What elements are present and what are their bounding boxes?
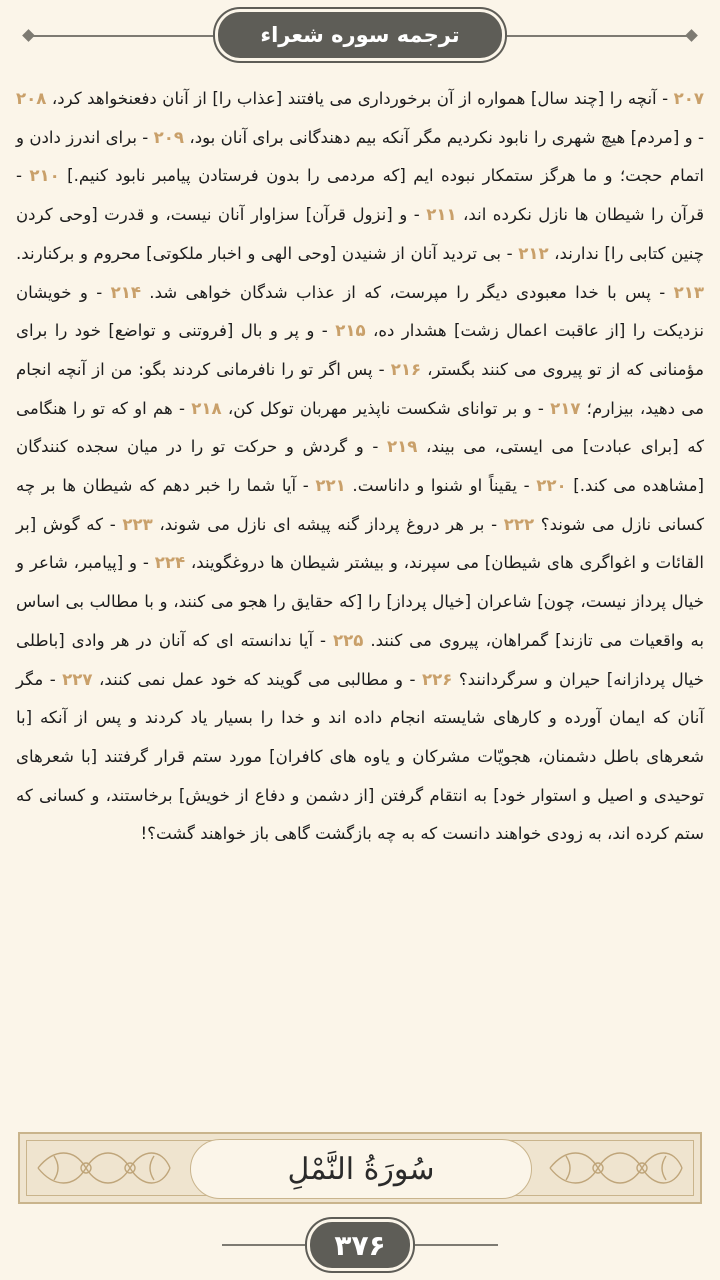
translation-text bbox=[16, 80, 704, 1115]
verse-number: ۲۱۵ bbox=[335, 321, 366, 341]
verse-number: ۲۱۸ bbox=[191, 398, 222, 418]
surah-name-cartouche bbox=[190, 1139, 532, 1199]
verse-number: ۲۱۴ bbox=[110, 282, 141, 302]
verse-number: ۲۱۶ bbox=[390, 359, 422, 379]
arabesque-ornament-left bbox=[34, 1144, 174, 1192]
verse-text: - و پر و بال [فروتنی و تواضع] خود را برای مؤمنانی که از تو پیروی می کنند بگستر، bbox=[16, 321, 704, 379]
verse-text: - پس با خدا معبودی دیگر را مپرست، که از عذاب شدگان خواهی شد. bbox=[140, 282, 674, 302]
header-plate bbox=[218, 12, 502, 58]
surah-name: سُورَةُ النَّمْلِ bbox=[287, 1151, 435, 1187]
verse-text: - که گوش [بر القائات و اغواگری های شیطان] می سپرند، و بیشتر شیطان ها دروغگویند، bbox=[16, 514, 705, 573]
verse-number: ۲۲۴ bbox=[154, 553, 186, 573]
verse-text: - هم او که تو را هنگامی که [برای عبادت] می ایستی، می بیند، bbox=[16, 398, 704, 457]
verse-text: - بی تردید آنان از شنیدن [وحی الهی و اخبار ملکوتی] محروم و برکنارند. bbox=[16, 243, 519, 263]
verse-number: ۲۲۱ bbox=[315, 476, 346, 496]
verse-text: - و گردش و حرکت تو را در میان سجده کنندگان [مشاهده می کند.] bbox=[16, 437, 704, 496]
verse-text: - مگر آنان که ایمان آورده و کارهای شایسته انجام داده اند و خدا را بسیار یاد کردند و پس از آنکه [با شعرهای باطل دشمنان، هجویّات مشرکان و یاوه های کافران] مورد ستم قرار گرفتند [با شعرهای توحیدی و اصیل و استوار خود] به انتقام گرفتن [از دشمن و دفاع از خویش] برخاستند، و کسانی که ستم کرده اند، به زودی خواهند دانست که به چه بازگشت گاهی باز خواهند گشت؟! bbox=[16, 669, 704, 844]
verse-number: ۲۲۰ bbox=[536, 476, 567, 496]
verse-number: ۲۲۳ bbox=[122, 514, 153, 534]
footer-rule-left bbox=[222, 1244, 312, 1246]
verse-text: - بر هر دروغ پرداز گنه پیشه ای نازل می شوند، bbox=[152, 514, 504, 534]
page-title: ترجمه سوره شعراء bbox=[260, 23, 460, 47]
footer-rule-right bbox=[408, 1244, 498, 1246]
verse-text: - پس اگر تو را نافرمانی کردند بگو: من از آنچه انجام می دهید، بیزارم؛ bbox=[16, 359, 705, 418]
verse-number: ۲۱۹ bbox=[387, 437, 418, 457]
verse-number: ۲۲۲ bbox=[503, 514, 535, 534]
header-ornament-right bbox=[685, 29, 698, 42]
verse-text: - و خویشان نزدیکت را [از عاقبت اعمال زشت] هشدار ده، bbox=[16, 282, 705, 341]
verse-number: ۲۰۸ bbox=[16, 89, 47, 108]
verse-text: - یقیناً او شنوا و داناست. bbox=[345, 476, 537, 496]
verse-text: - برای اندرز دادن و اتمام حجت؛ و ما هرگز ستمکار نبوده ایم [که مردمی را بدون فرستادن پیامبر نابود کنیم.] bbox=[16, 127, 704, 186]
page-header bbox=[0, 0, 720, 70]
verse-number: ۲۱۳ bbox=[673, 282, 704, 302]
verse-number: ۲۱۷ bbox=[550, 398, 581, 418]
verse-text: - و مطالبی می گویند که خود عمل نمی کنند، bbox=[92, 669, 422, 689]
verse-number: ۲۰۷ bbox=[673, 89, 704, 108]
page-number: ۳۷۶ bbox=[334, 1228, 386, 1262]
header-rule-left bbox=[30, 35, 220, 37]
verse-number: ۲۱۱ bbox=[426, 205, 457, 225]
surah-banner bbox=[18, 1132, 702, 1204]
verse-text: - و [مردم] هیچ شهری را نابود نکردیم مگر آنکه بیم دهندگانی برای آنان بود، bbox=[184, 127, 704, 147]
verse-number: ۲۲۶ bbox=[421, 669, 453, 689]
verse-text: - آنچه را [چند سال] همواره از آن برخورداری می یافتند [عذاب را] از آنان دفعنخواهد کرد، bbox=[46, 89, 674, 108]
verse-number: ۲۰۹ bbox=[153, 127, 184, 147]
verse-text: - و [نزول قرآن] سزاوار آنان نیست، و قدرت [وحی کردن چنین کتابی را] ندارند، bbox=[16, 205, 704, 263]
verse-number: ۲۲۵ bbox=[332, 630, 364, 650]
page-number-plate bbox=[310, 1222, 410, 1268]
verse-number: ۲۱۰ bbox=[29, 166, 60, 186]
verse-text: - قرآن را شیطان ها نازل نکرده اند، bbox=[16, 166, 704, 225]
arabesque-ornament-right bbox=[546, 1144, 686, 1192]
verse-text: - آیا شما را خبر دهم که شیطان ها بر چه کسانی نازل می شوند؟ bbox=[16, 476, 705, 534]
verse-number: ۲۲۷ bbox=[62, 669, 93, 689]
header-rule-right bbox=[500, 35, 690, 37]
verse-text: - و بر توانای شکست ناپذیر مهربان توکل کن، bbox=[221, 398, 551, 418]
verse-text: - آیا ندانسته ای که آنان در هر وادی [باطلی خیال پردازانه] حیران و سرگردانند؟ bbox=[16, 630, 705, 689]
verse-number: ۲۱۲ bbox=[518, 243, 549, 263]
verse-text: - و [پیامبر، شاعر و خیال پرداز نیست، چون] شاعران [خیال پرداز] را [که حقایق را هجو می کنند، و با مطالب بی اساس به واقعیات می تازند] گمراهان، پیروی می کنند. bbox=[16, 553, 704, 650]
